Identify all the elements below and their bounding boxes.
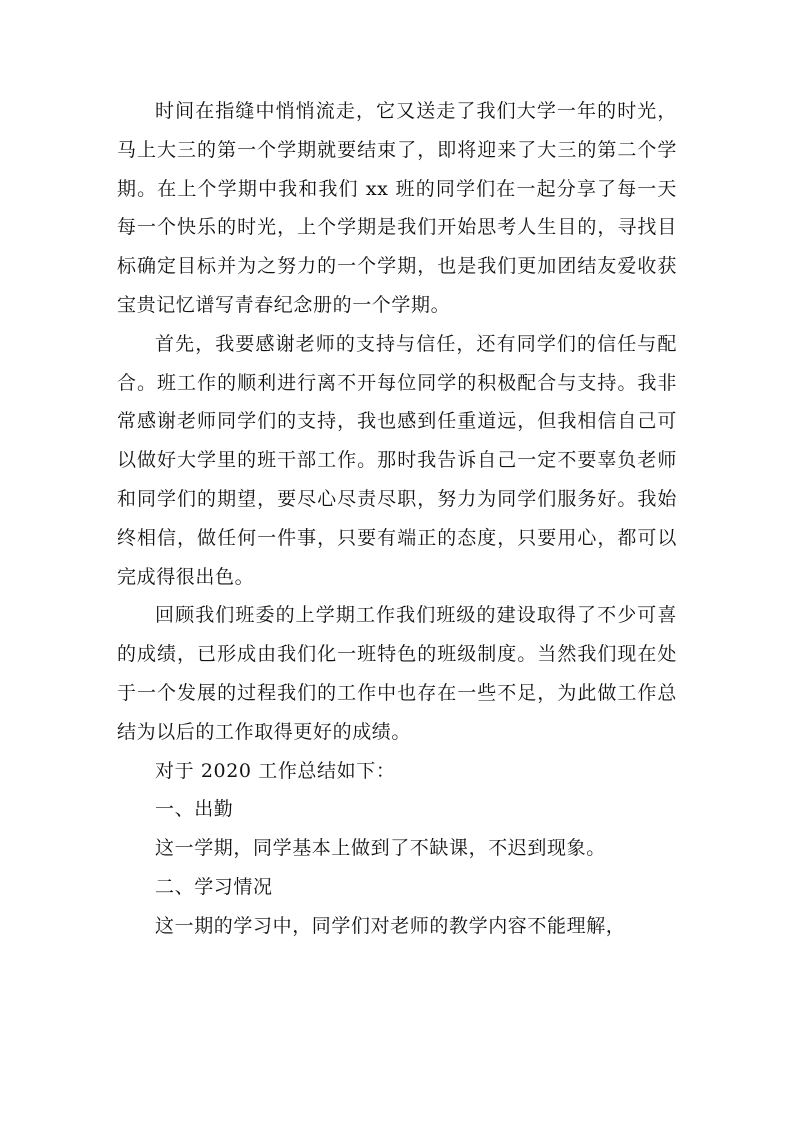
paragraph-intro: 时间在指缝中悄悄流走，它又送走了我们大学一年的时光，马上大三的第一个学期就要结束了，即将迎来了大三的第二个学期。在上个学期中我和我们 xx 班的同学们在一起分享了每一天每一个快乐的时光，上个学期是我们开始思考人生目的，寻找目标确定目标并为之努力的一个学期，也是我们更加团结友爱收获宝贵记忆谱写青春纪念册的一个学期。 — [117, 100, 677, 316]
paragraph-summary-intro: 对于 2020 工作总结如下： — [155, 759, 396, 782]
paragraph-thanks: 首先，我要感谢老师的支持与信任，还有同学们的信任与配合。班工作的顺利进行离不开每位同学的积极配合与支持。我非常感谢老师同学们的支持，我也感到任重道远，但我相信自己可以做好大学里的班干部工作。那时我告诉自己一定不要辜负老师和同学们的期望，要尽心尽责尽职，努力为同学们服务好。我始终相信，做任何一件事，只要有端正的态度，只要用心，都可以完成得很出色。 — [117, 332, 677, 588]
document-body — [117, 92, 677, 946]
paragraph-attendance: 这一学期，同学基本上做到了不缺课，不迟到现象。 — [155, 837, 606, 860]
paragraph-review: 回顾我们班委的上学期工作我们班级的建设取得了不少可喜的成绩，已形成由我们化一班特色的班级制度。当然我们现在处于一个发展的过程我们的工作中也存在一些不足，为此做工作总结为以后的工作取得更好的成绩。 — [117, 604, 677, 743]
paragraph-study: 这一期的学习中，同学们对老师的教学内容不能理解， — [155, 914, 626, 937]
section-heading-study: 二、学习情况 — [155, 875, 273, 898]
section-heading-attendance: 一、出勤 — [155, 798, 234, 821]
